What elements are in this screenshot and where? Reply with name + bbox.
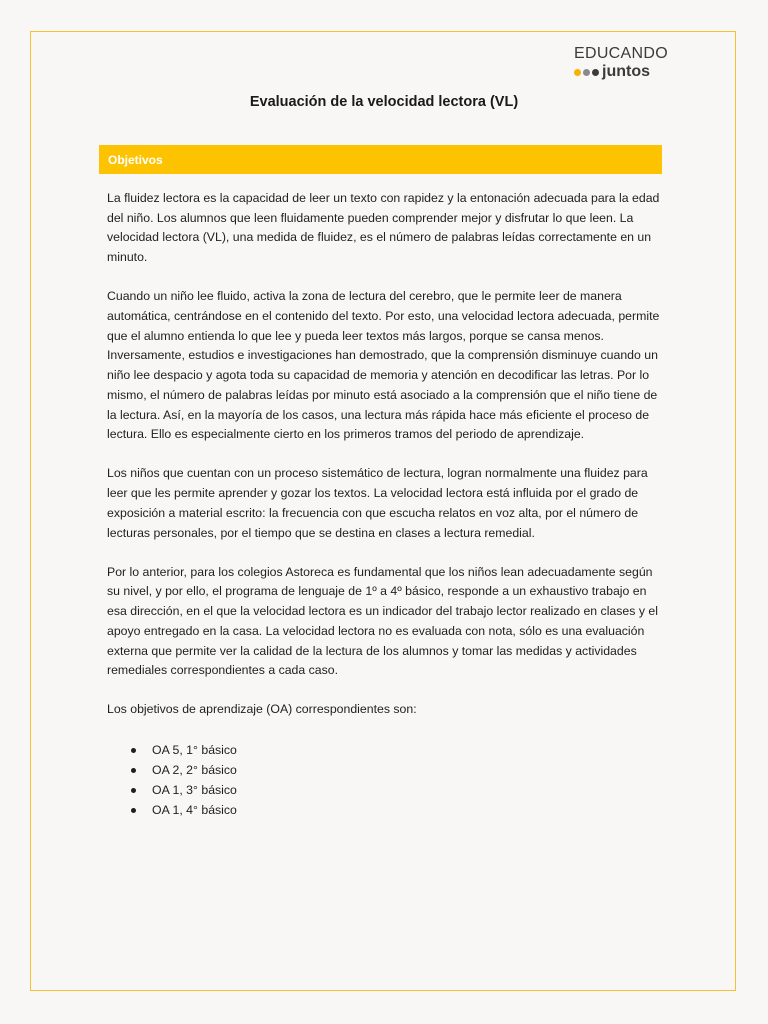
logo-dot-dark [592,69,599,76]
list-item [107,760,663,780]
objective-text: OA 1, 4° básico [152,802,237,817]
paragraph-astoreca: Por lo anterior, para los colegios Astoreca es fundamental que los niños lean adecuadamente según su nivel, y por ello, el programa de lenguaje de 1º a 4º básico, responde a un exhaustivo trabajo en esa dirección, en el que la velocidad lectora es un indicador del trabajo lector realizado en clases y el apoyo entregado en la casa. La velocidad lectora no es evaluada con nota, sólo es una evaluación externa que permite ver la calidad de la lectura de los alumnos y tomar las medidas y actividades remediales correspondientes a cada caso. [107,564,658,678]
educando-juntos-logo [574,45,674,81]
paragraph-objetivos-intro: Los objetivos de aprendizaje (OA) correspondientes son: [107,702,417,717]
section-header-objetivos [99,145,662,174]
logo-dots-icon [574,69,599,76]
bullet-icon [131,768,136,773]
objective-text: OA 1, 3° básico [152,782,237,797]
logo-text-top: EDUCANDO [574,45,668,62]
logo-text-bottom: juntos [602,63,650,80]
logo-bottom-row [574,63,674,81]
logo-dot-yellow [574,69,581,76]
document-body [107,189,663,820]
objectives-list [107,740,663,820]
list-item [107,780,663,800]
list-item [107,740,663,760]
bullet-icon [131,808,136,813]
paragraph-proceso: Los niños que cuentan con un proceso sistemático de lectura, logran normalmente una fluidez para leer que les permite aprender y gozar los textos. La velocidad lectora está influida por el grado de exposición a material escrito: la frecuencia con que escucha relatos en voz alta, por el número de lecturas personales, por el tiempo que se destina en clases a lectura remedial. [107,466,648,540]
list-item [107,800,663,820]
section-header-label: Objetivos [108,152,163,167]
paragraph-cerebro: Cuando un niño lee fluido, activa la zona de lectura del cerebro, que le permite leer de manera automática, centrándose en el contenido del texto. Por esto, una velocidad lectora adecuada, permite que el alumno entienda lo que lee y pueda leer textos más largos, porque se cansa menos. Inversamente, estudios e investigaciones han demostrado, que la comprensión disminuye cuando un niño lee despacio y agota toda su capacidad de memoria y atención en decodificar las letras. Por lo mismo, el número de palabras leídas por minuto está asociado a la comprensión que el niño tiene de la lectura. Así, en la mayoría de los casos, una lectura más rápida hace más eficiente el proceso de lectura. Ello es especialmente cierto en los primeros tramos del periodo de aprendizaje. [107,289,660,442]
bullet-icon [131,788,136,793]
bullet-icon [131,748,136,753]
objective-text: OA 2, 2° básico [152,762,237,777]
objective-text: OA 5, 1° básico [152,742,237,757]
paragraph-fluidez: La fluidez lectora es la capacidad de leer un texto con rapidez y la entonación adecuada para la edad del niño. Los alumnos que leen fluidamente pueden comprender mejor y disfrutar lo que leen. La velocidad lectora (VL), una medida de fluidez, es el número de palabras leídas correctamente en un minuto. [107,191,660,265]
logo-dot-gray [583,69,590,76]
document-title: Evaluación de la velocidad lectora (VL) [249,94,519,110]
